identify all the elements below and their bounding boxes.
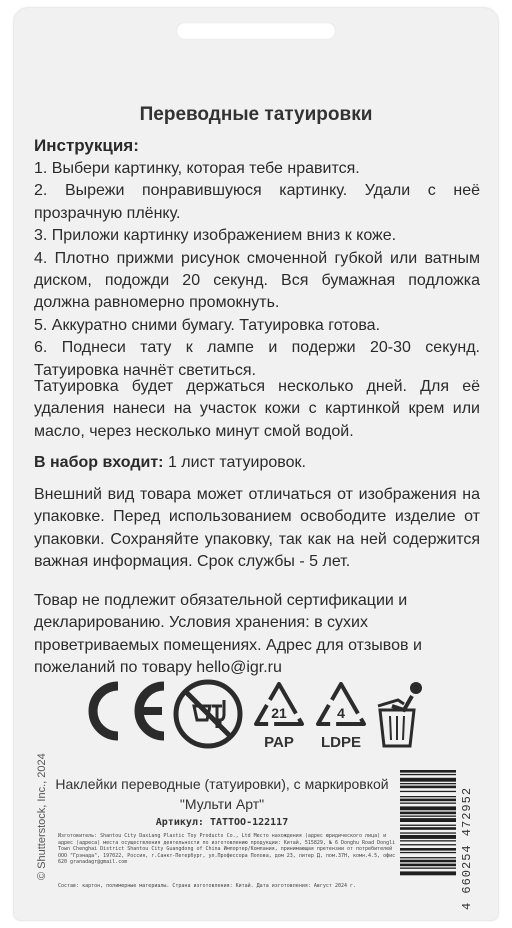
removal-text: Татуировка будет держаться несколько дней. Для её удаления нанеси на участок кожи с картинкой крем или масло, через несколько минут смой водой.	[34, 378, 480, 440]
barcode-bar	[400, 848, 456, 851]
step-2: 2. Вырежи понравившуюся картинку. Удали с неё прозрачную плёнку.	[34, 182, 480, 222]
barcode-bar	[400, 778, 456, 782]
barcode-bar	[400, 796, 456, 797]
barcode-bar	[400, 825, 456, 826]
step-5: 5. Аккуратно сними бумагу. Татуировка готова.	[34, 316, 381, 334]
barcode-bar	[400, 770, 456, 773]
barcode-bar	[400, 852, 456, 853]
kit-contents	[34, 452, 480, 474]
not-for-food-icon	[172, 678, 244, 750]
barcode-bar	[400, 786, 456, 789]
barcode	[398, 768, 458, 910]
pap-number: 21	[271, 705, 287, 721]
barcode-bar	[400, 818, 456, 822]
barcode-bar	[400, 774, 456, 775]
barcode-bar	[400, 868, 456, 869]
barcode-bar	[400, 857, 456, 858]
barcode-bar	[400, 844, 456, 845]
barcode-bar	[400, 816, 456, 817]
manufacturer-text: Изготовитель: Shantou City Daxiang Plastic Toy Products Co., Ltd Место нахождения (адрес юридического лица) и адрес (адреса) места осуществления деятельности по изготовлению продукции: Китай, 515829, № 6 Donghu Road Dongli Town Chenghai District Shantou City Guangdong of China Импортер/Компания, принимающая претензии от потребителей ООО "Грэнада", 197022, Россия, г.Санкт-Петербург, ул.Профессора Попова, дом 23, литер Д, пом.37Н, комн.4.5, офис 620 granadagr@gmail.com	[58, 833, 396, 866]
composition-text: Состав: картон, полимерные материалы. Страна изготовления: Китай. Дата изготовления: Август 2024 г.	[58, 883, 357, 889]
article-number: Артикул: TATTOO-122117	[155, 817, 289, 828]
ce-mark-icon	[78, 680, 170, 742]
step-6: 6. Поднеси тату к лампе и подержи 20-30 секунд. Татуировка начнёт светиться.	[34, 339, 480, 379]
barcode-bar	[400, 840, 456, 841]
certification-text: Товар не подлежит обязательной сертификации и декларированию. Условия хранения: в сухих проветриваемых помещениях. Адрес для отзывов и пожеланий по товару hello@igr.ru	[34, 592, 422, 677]
step-4: 4. Плотно прижми рисунок смоченной губкой или ватным диском, подожди 20 секунд. Вся бумажная подложка должна равномерно промокнуть.	[34, 249, 480, 312]
page-title: Переводные татуировки	[139, 104, 373, 125]
copyright-credit: © Shutterstock, Inc., 2024	[36, 753, 48, 880]
barcode-bar	[400, 783, 456, 784]
barcode-bar	[400, 871, 456, 875]
barcode-bar	[400, 835, 456, 839]
instructions-heading: Инструкция:	[34, 136, 139, 155]
recycle-ldpe-icon	[312, 680, 370, 732]
barcode-bar	[400, 827, 456, 830]
ldpe-number: 4	[337, 705, 345, 721]
step-1: 1. Выбери картинку, которая тебе нравится.	[34, 160, 360, 177]
step-3: 3. Приложи картинку изображением вниз к коже.	[34, 227, 397, 245]
barcode-bar	[400, 803, 456, 804]
barcode-bar	[400, 799, 456, 802]
symbols-row	[0, 676, 512, 756]
barcode-bar	[400, 812, 456, 815]
kit-value: 1 лист татуировок.	[163, 454, 306, 471]
barcode-bar	[400, 791, 456, 792]
barcode-bar	[400, 864, 456, 867]
barcode-bar	[400, 806, 456, 810]
instruction-steps	[34, 158, 480, 382]
kit-label: В набор входит:	[34, 454, 164, 471]
product-name: Наклейки переводные (татуировки), с маркировкой "Мульти Арт"	[55, 776, 389, 812]
barcode-bar	[400, 832, 456, 833]
recycle-pap-icon	[250, 680, 308, 732]
barcode-bar	[400, 860, 456, 863]
waste-bin-icon	[372, 680, 434, 750]
hang-hole	[176, 22, 336, 40]
pap-label: PAP	[264, 734, 294, 751]
ldpe-label: LDPE	[320, 734, 361, 751]
barcode-number: 4 660254 472952	[460, 786, 474, 910]
appearance-text: Внешний вид товара может отличаться от изображения на упаковке. Перед использованием освободите изделие от упаковки. Сохраняйте упаковку, так как на ней содержится важная информация. Срок службы - 5 лет.	[34, 486, 480, 571]
